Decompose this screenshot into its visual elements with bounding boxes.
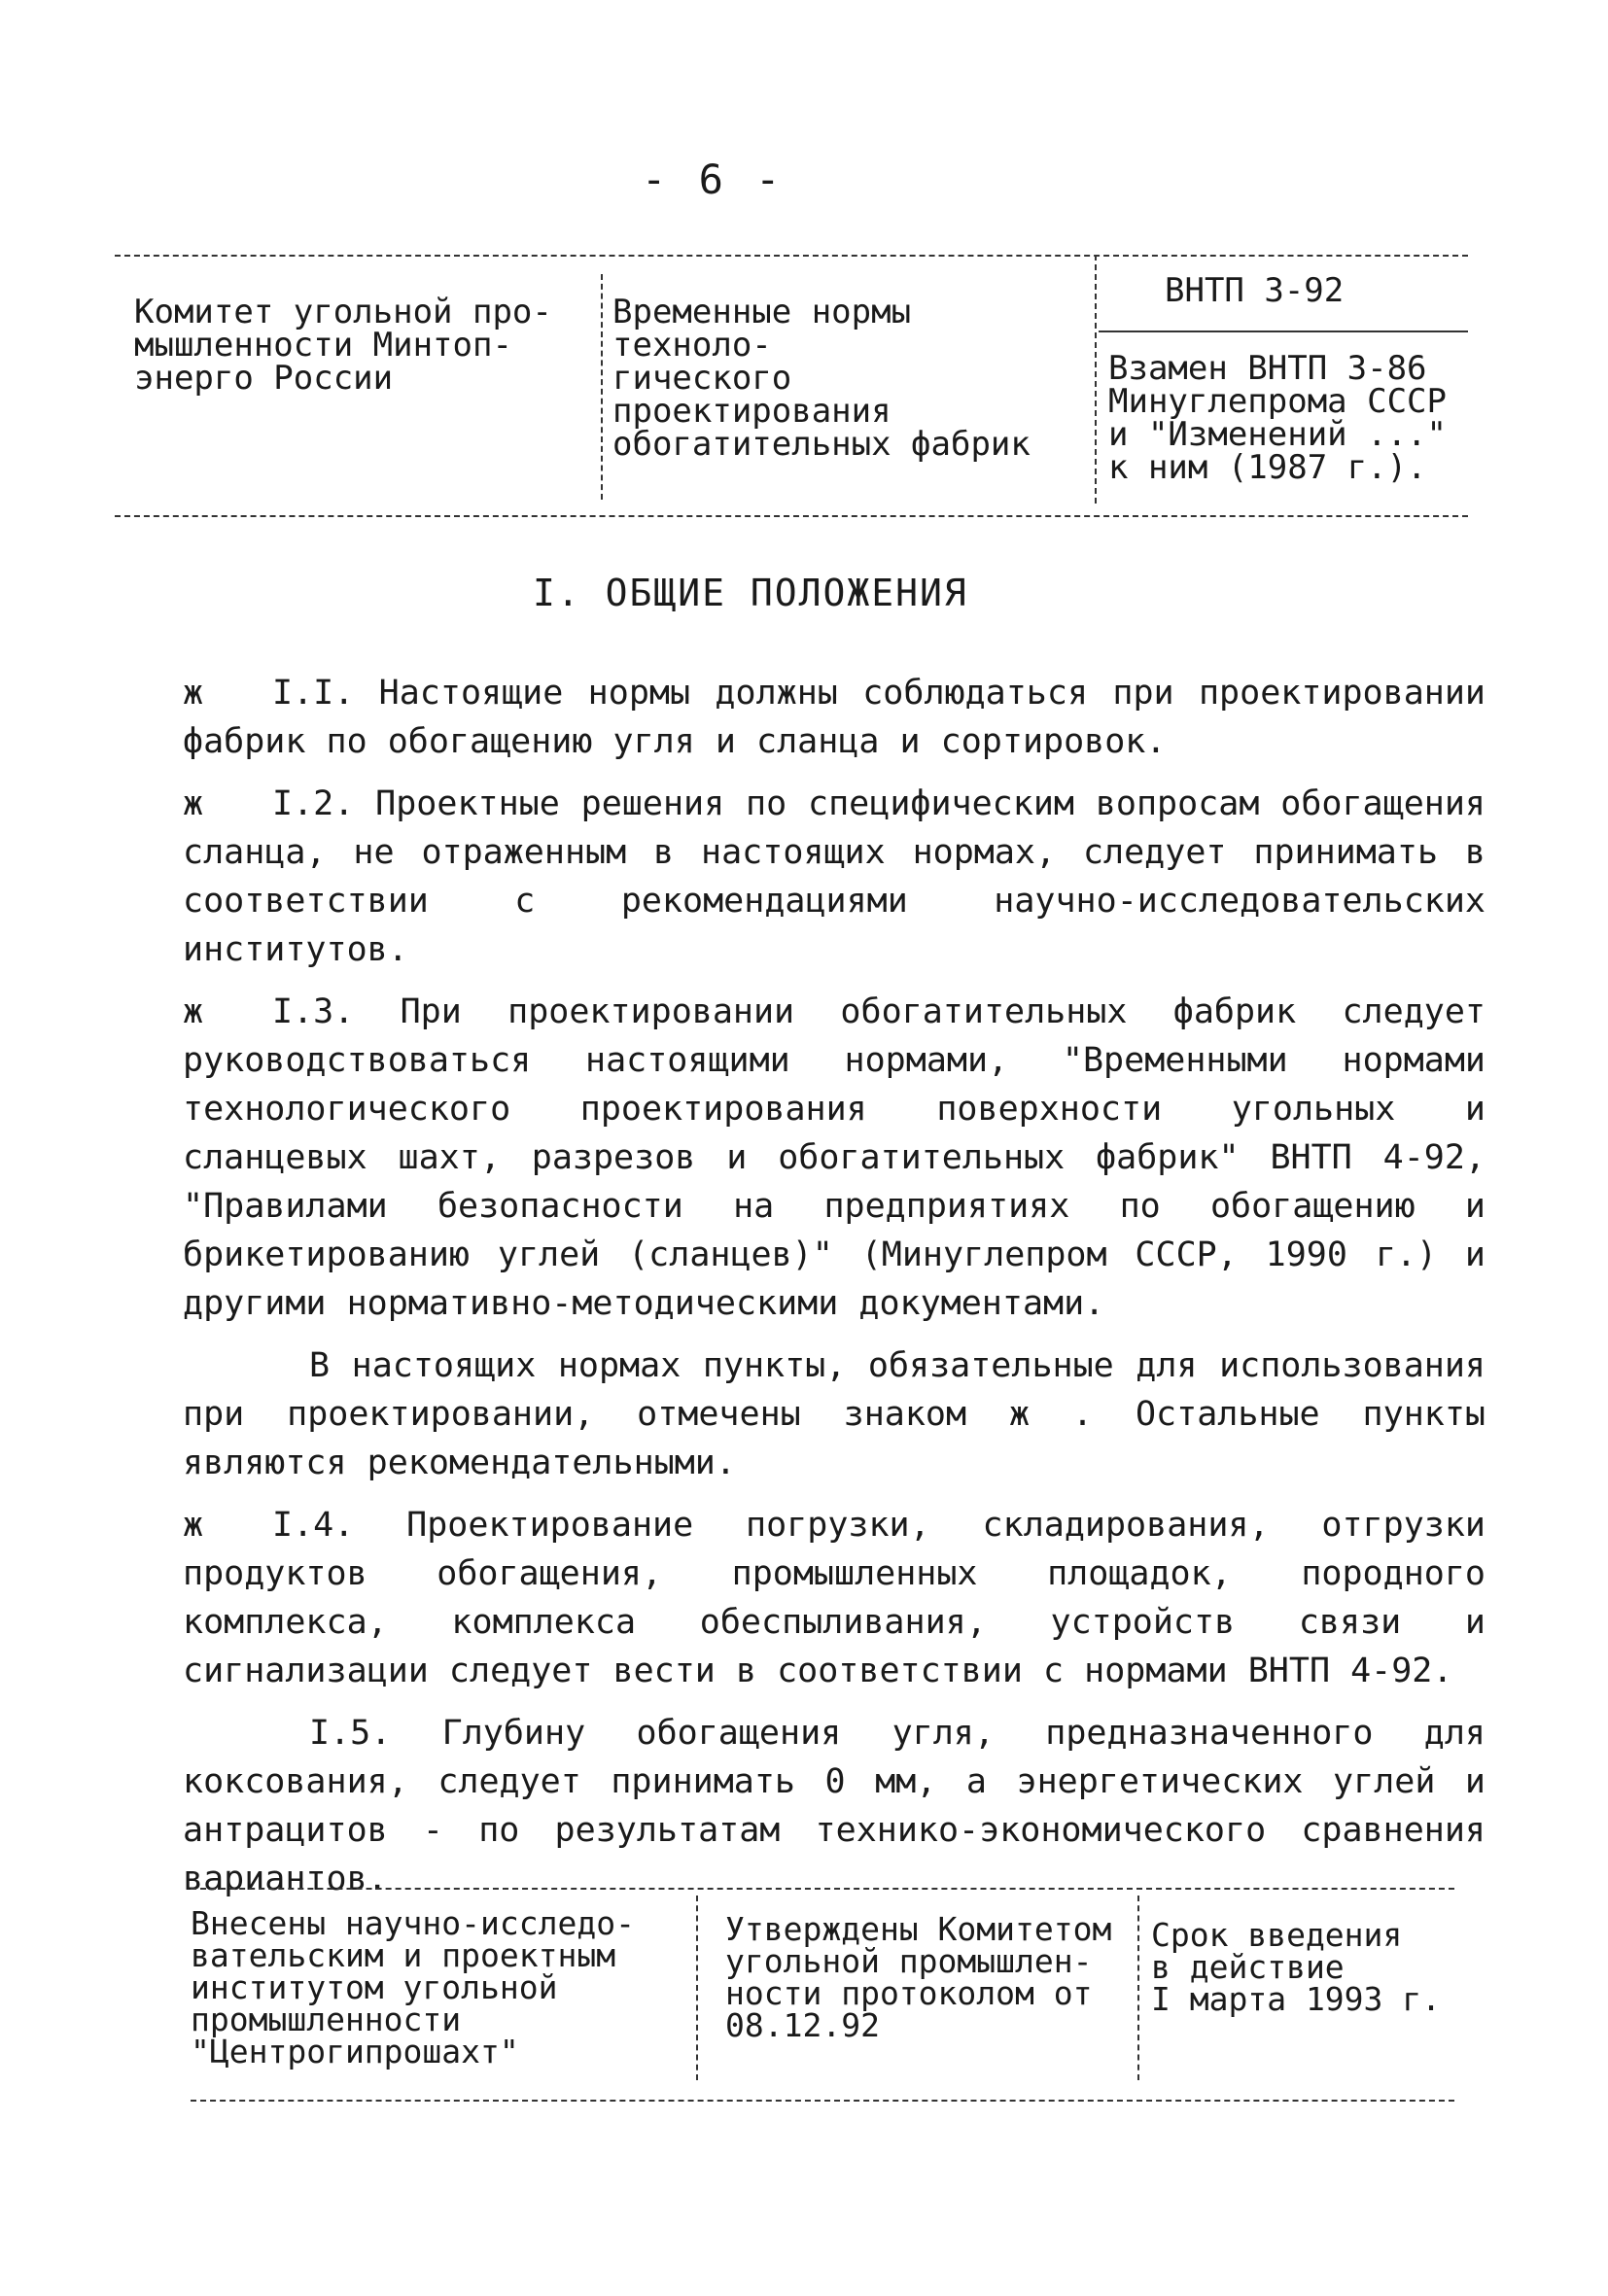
- header-bottom-rule: [115, 515, 1468, 517]
- footer-introduced: Внесены научно-исследо- вательским и проектным институтом угольной промышленности "Центрогипрошахт": [191, 1904, 635, 2070]
- paragraph-1-5: I.5. Глубину обогащения угля, предназначенного для коксования, следует принимать 0 мм, а энергетических углей и антрацитов - по результатам технико-экономического сравнения вариантов.: [183, 1714, 1486, 1898]
- header-code-rule: [1099, 330, 1468, 332]
- footer-divider-1: [696, 1896, 698, 2080]
- header-replaces: Взамен ВНТП 3-86 Минуглепрома СССР и "Изменений ..." к ним (1987 г.).: [1108, 349, 1447, 487]
- section-title: I. ОБЩИЕ ПОЛОЖЕНИЯ: [533, 572, 968, 614]
- footer-effective: Срок введения в действие I марта 1993 г.: [1151, 1916, 1442, 2018]
- header-issuer: Комитет угольной про- мышленности Минтоп- энерго России: [134, 293, 552, 398]
- header-code: ВНТП 3-92: [1165, 271, 1345, 310]
- header-top-rule: [115, 255, 1468, 257]
- header-divider-1: [601, 274, 603, 500]
- footer-divider-2: [1137, 1896, 1139, 2080]
- mandatory-mark: ж: [183, 674, 204, 713]
- paragraph-1-3: ж I.3. При проектировании обогатительных фабрик следует руководствоваться настоящими нормами, "Временными нормами технологического проектирования поверхности угольных и сланцевых шахт, разрезов и обогатительных фабрик" ВНТП 4-92, "Правилами безопасности на предприятиях по обогащению и брикетированию углей (сланцев)" (Минуглепром СССР, 1990 г.) и другими нормативно-методическими документами.: [183, 988, 1486, 1328]
- paragraph-1-2: ж I.2. Проектные решения по специфическим вопросам обогащения сланца, не отраженным в настоящих нормах, следует принимать в соответствии с рекомендациями научно-исследовательских институтов.: [183, 780, 1486, 974]
- mandatory-mark: ж: [183, 1506, 204, 1545]
- footer-top-rule: [191, 1888, 1454, 1890]
- paragraph-1-1: ж I.I. Настоящие нормы должны соблюдаться при проектировании фабрик по обогащению угля и сланца и сортировок.: [183, 669, 1486, 766]
- footer-bottom-rule: [191, 2100, 1454, 2102]
- paragraph-1-4: ж I.4. Проектирование погрузки, складирования, отгрузки продуктов обогащения, промышленных площадок, породного комплекса, комплекса обеспыливания, устройств связи и сигнализации следует вести в соответствии с нормами ВНТП 4-92.: [183, 1501, 1486, 1695]
- mandatory-mark: ж: [183, 992, 204, 1031]
- mandatory-mark: ж: [183, 784, 204, 823]
- body-text: [183, 669, 1486, 1917]
- header-doc-title: Временные нормы техноло- гического проектирования обогатительных фабрик: [612, 293, 1031, 464]
- footer-approved: Утверждены Комитетом угольной промышлен- ности протоколом от 08.12.92: [725, 1910, 1112, 2044]
- paragraph-note: В настоящих нормах пункты, обязательные для использования при проектировании, отмечены знаком ж . Остальные пункты являются рекомендательными.: [183, 1346, 1486, 1482]
- page-number: - 6 -: [642, 156, 785, 203]
- header-divider-2: [1095, 255, 1097, 504]
